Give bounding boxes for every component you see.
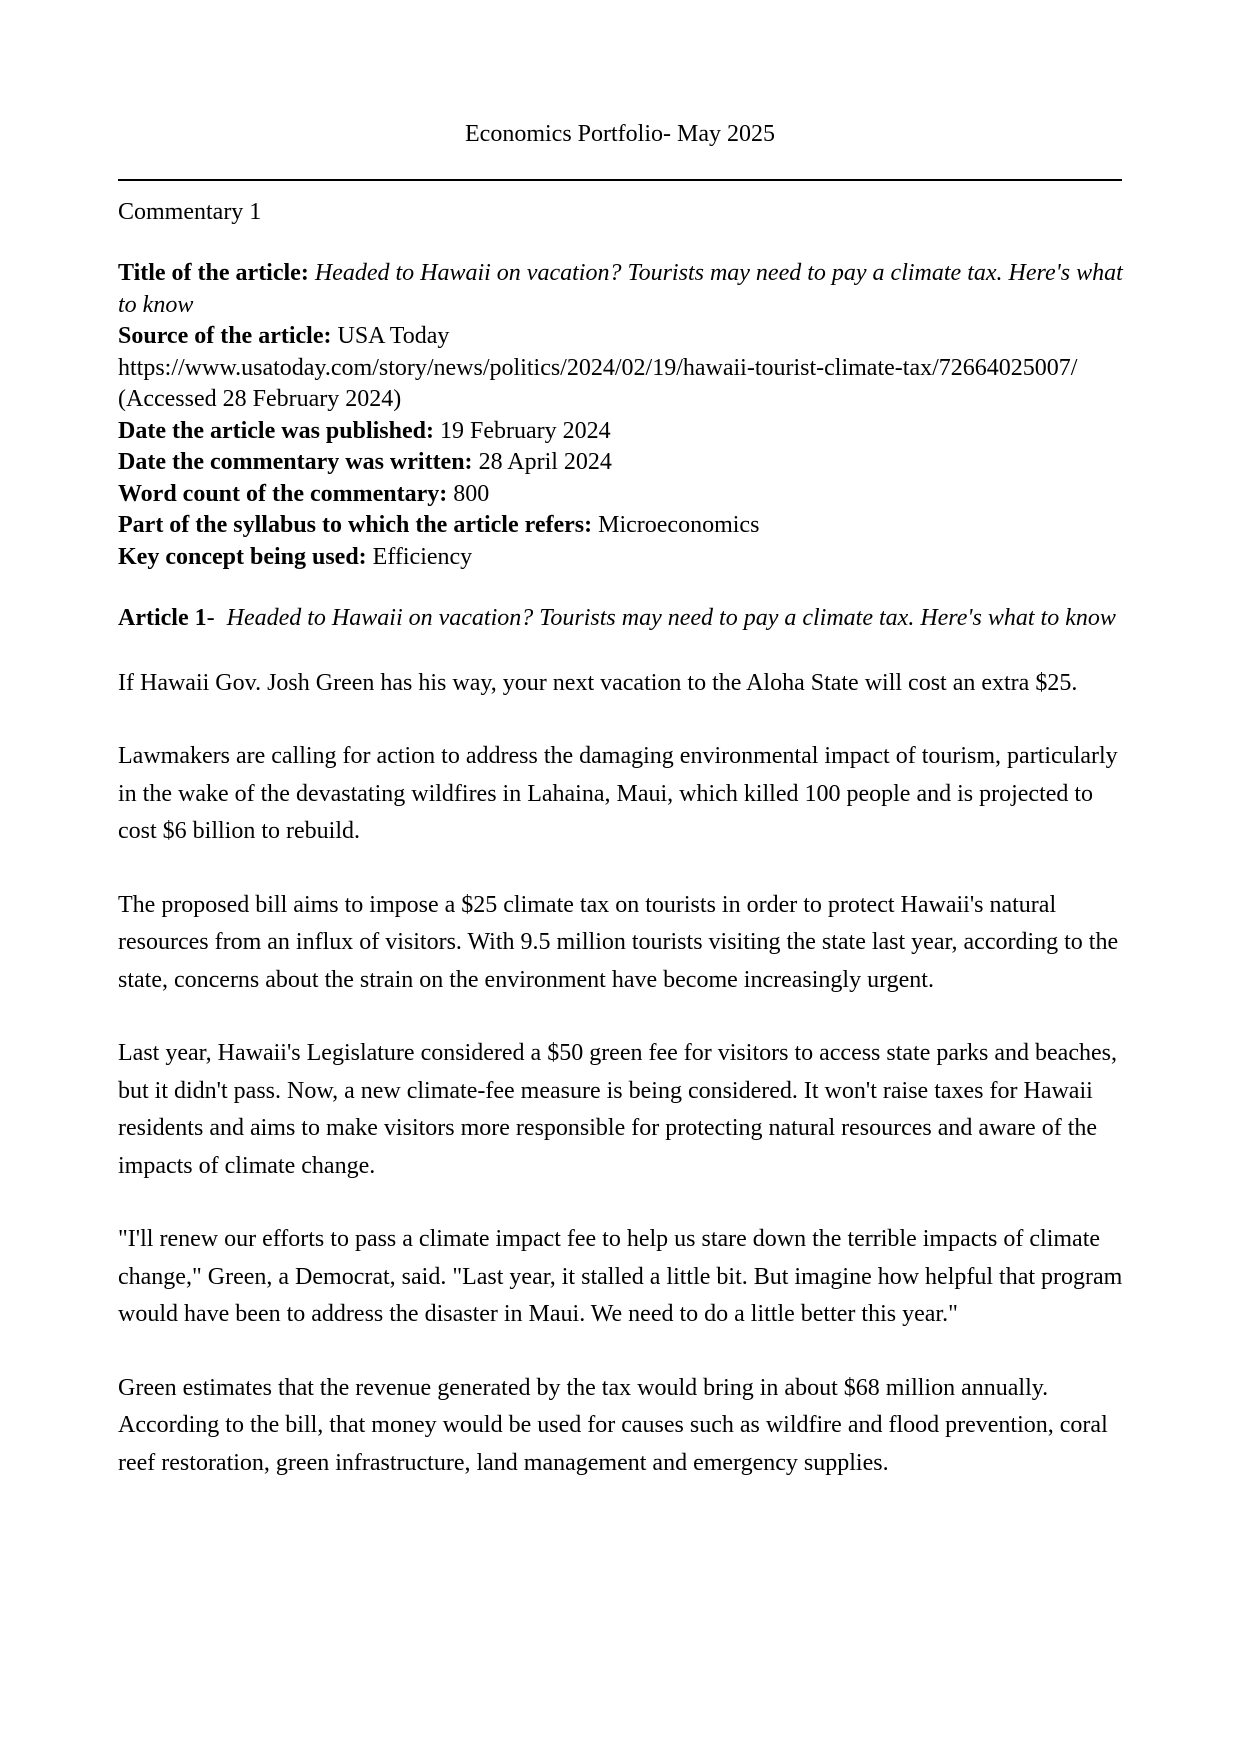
article-paragraph: The proposed bill aims to impose a $25 climate tax on tourists in order to protect Hawaii's natural resources from an influx of visitors. With 9.5 million tourists visiting the state last year, according to the state, concerns about the strain on the environment have become increasingly urgent. (118, 891, 1119, 993)
meta-wordcount-value: 800 (453, 480, 490, 507)
article-metadata (118, 258, 1128, 573)
meta-written-label: Date the commentary was written: (118, 449, 473, 475)
article-title: Headed to Hawaii on vacation? Tourists may need to pay a climate tax. Here's what to know (226, 605, 1116, 631)
article-separator: - (206, 605, 227, 631)
meta-syllabus-value: Microeconomics (598, 512, 760, 538)
article-heading (118, 603, 1128, 635)
meta-source-line (118, 321, 1128, 353)
meta-title-label: Title of the article: (118, 260, 309, 286)
document-body (118, 196, 1128, 1482)
page-header-title: Economics Portfolio- May 2025 (465, 121, 775, 147)
meta-accessed: (Accessed 28 February 2024) (118, 386, 402, 412)
meta-source-label: Source of the article: (118, 323, 332, 349)
article-label: Article 1 (118, 605, 207, 631)
meta-concept-line (118, 542, 1128, 574)
meta-written-value: 28 April 2024 (478, 449, 612, 475)
meta-concept-label: Key concept being used: (118, 543, 367, 570)
article-paragraph: Last year, Hawaii's Legislature considered a $50 green fee for visitors to access state parks and beaches, but it didn't pass. Now, a new climate-fee measure is being considered. It won't raise taxes for Hawaii residents and aims to make visitors more responsible for protecting natural resources and aware of the impacts of climate change. (118, 1040, 1117, 1179)
header-divider (118, 179, 1122, 181)
meta-published-line (118, 416, 1128, 448)
meta-syllabus-label: Part of the syllabus to which the article refers: (118, 512, 593, 538)
commentary-label: Commentary 1 (118, 199, 262, 225)
meta-source-url: https://www.usatoday.com/story/news/politics/2024/02/19/hawaii-tourist-climate-tax/72664025007/ (118, 354, 1078, 381)
meta-published-value: 19 February 2024 (439, 417, 611, 444)
meta-syllabus-line (118, 510, 1128, 542)
meta-title-line (118, 258, 1128, 321)
meta-written-line (118, 447, 1128, 479)
article-paragraph: If Hawaii Gov. Josh Green has his way, your next vacation to the Aloha State will cost an extra $25. (118, 669, 1078, 696)
meta-title-value: Headed to Hawaii on vacation? Tourists may need to pay a climate tax. Here's what to know (118, 260, 1123, 318)
meta-concept-value: Efficiency (372, 543, 473, 570)
article-paragraph: Lawmakers are calling for action to address the damaging environmental impact of tourism, particularly in the wake of the devastating wildfires in Lahaina, Maui, which killed 100 people and is projected to cost $6 billion to rebuild. (118, 743, 1118, 844)
meta-source-value: USA Today (337, 323, 450, 349)
meta-wordcount-line (118, 479, 1128, 511)
meta-wordcount-label: Word count of the commentary: (118, 480, 448, 507)
article-paragraph: Green estimates that the revenue generated by the tax would bring in about $68 million annually. According to the bill, that money would be used for causes such as wildfire and flood prevention, coral reef restoration, green infrastructure, land management and emergency supplies. (118, 1374, 1108, 1476)
meta-published-label: Date the article was published: (118, 417, 434, 444)
article-paragraph: "I'll renew our efforts to pass a climate impact fee to help us stare down the terrible impacts of climate change," Green, a Democrat, said. "Last year, it stalled a little bit. But imagine how helpful that program would have been to address the disaster in Maui. We need to do a little better this year." (118, 1226, 1123, 1327)
